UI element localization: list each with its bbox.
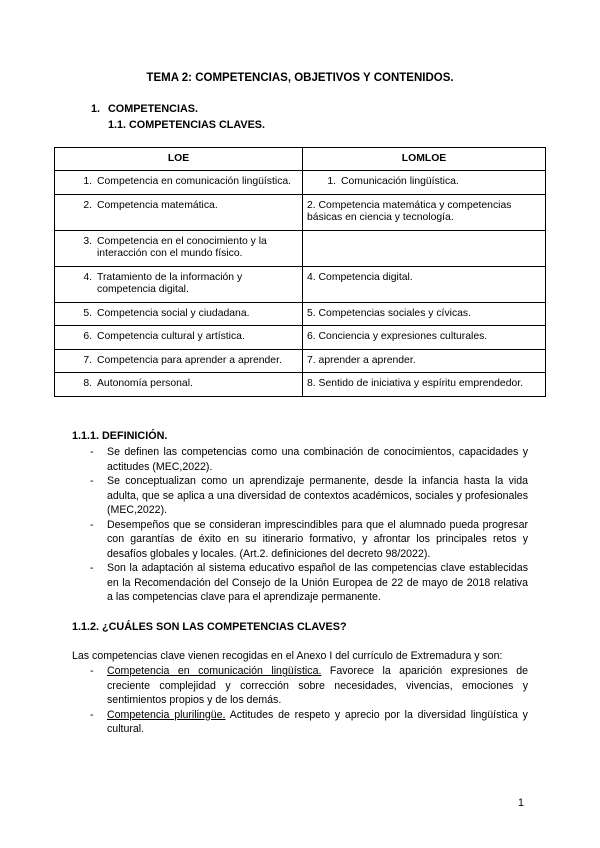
- table-cell: [55, 373, 303, 397]
- table-cell: 2. Competencia matemática y competencias básicas en ciencia y tecnología.: [303, 194, 546, 230]
- table-cell: [55, 171, 303, 195]
- item-number: 1.: [327, 176, 336, 187]
- table-cell: [303, 171, 546, 195]
- bullet-dash: -: [90, 518, 94, 531]
- competence-term: Competencia en comunicación lingüística.: [107, 665, 322, 677]
- table-cell: [55, 302, 303, 326]
- list-item: [72, 518, 528, 562]
- list-item-text: Se conceptualizan como un aprendizaje permanente, desde la infancia hasta la vida adulta, que se aplica a una diversidad de contextos académicos, sociales y profesionales (MEC,2022).: [107, 475, 528, 516]
- cell-text: Comunicación lingüística.: [341, 176, 459, 187]
- item-number: 3.: [83, 235, 92, 247]
- list-item-text: Son la adaptación al sistema educativo español de las competencias clave establecidas en la Recomendación del Consejo de la Unión Europea de 22 de mayo de 2018 relativa a las competencias clave para el aprendizaje permanente.: [107, 562, 528, 603]
- list-item-text: [107, 708, 528, 737]
- bullet-dash: -: [90, 665, 94, 677]
- column-header-loe: LOE: [55, 148, 303, 171]
- item-number: 5.: [83, 307, 92, 319]
- section-heading: [91, 103, 198, 115]
- list-item-text: [107, 664, 528, 708]
- section-number: 1.: [91, 103, 101, 115]
- cell-text: Competencia en comunicación lingüística.: [97, 176, 292, 187]
- bullet-dash: -: [90, 562, 94, 574]
- bullet-dash: -: [90, 475, 94, 487]
- definicion-list: [72, 445, 528, 605]
- page-title: TEMA 2: COMPETENCIAS, OBJETIVOS Y CONTENIDOS.: [146, 72, 454, 84]
- cell-text: Competencia para aprender a aprender.: [97, 354, 282, 366]
- list-item-text: Desempeños que se consideran imprescindibles para que el alumnado pueda progresar con garantías de éxito en su itinerario formativo, y afrontar los principales retos y desafíos globales y locales. (Art.2. definiciones del decreto 98/2022).: [107, 518, 528, 560]
- cell-text: Competencia en el conocimiento y la interacción con el mundo físico.: [97, 235, 267, 259]
- competence-description: Favorece la aparición expresiones de creciente complejidad y corrección sobre necesidades, vivencias, emociones y sentimientos propios y de los demás.: [107, 665, 528, 706]
- item-number: 6.: [83, 331, 92, 342]
- bullet-dash: -: [90, 446, 94, 458]
- table-cell: [55, 349, 303, 373]
- cell-text: Competencia matemática.: [97, 199, 218, 211]
- table-row: [55, 326, 546, 350]
- definicion-heading: 1.1.1. DEFINICIÓN.: [72, 430, 168, 442]
- list-item: [72, 708, 528, 737]
- table-cell: [303, 230, 546, 266]
- table-cell: 7. aprender a aprender.: [303, 349, 546, 373]
- column-header-lomloe: LOMLOE: [303, 148, 546, 171]
- cuales-list: [72, 664, 528, 737]
- cell-text: Tratamiento de la información y competencia digital.: [97, 271, 243, 295]
- cell-text: Competencia cultural y artística.: [97, 331, 245, 342]
- table-row: [55, 230, 546, 266]
- item-number: 4.: [83, 271, 92, 283]
- list-item: [72, 445, 528, 474]
- list-item: [72, 664, 528, 708]
- table-cell: [55, 194, 303, 230]
- item-number: 2.: [83, 199, 92, 211]
- bullet-dash: -: [90, 708, 94, 721]
- competence-term: Competencia plurilingüe.: [107, 708, 226, 721]
- list-item-text: Se definen las competencias como una combinación de conocimientos, capacidades y actitudes (MEC,2022).: [107, 446, 528, 473]
- table-row: [55, 266, 546, 302]
- table-row: [55, 171, 546, 195]
- list-item: [72, 474, 528, 518]
- competence-description: Actitudes de respeto y aprecio por la diversidad lingüística y cultural.: [107, 708, 528, 735]
- table-row: [55, 349, 546, 373]
- table-cell: [55, 230, 303, 266]
- section-label: COMPETENCIAS.: [108, 103, 198, 115]
- subsection-heading: 1.1. COMPETENCIAS CLAVES.: [108, 119, 265, 131]
- item-number: 7.: [83, 354, 92, 366]
- competencias-table: [54, 147, 546, 397]
- table-row: [55, 194, 546, 230]
- cuales-heading: 1.1.2. ¿CUÁLES SON LAS COMPETENCIAS CLAVES?: [72, 621, 347, 633]
- table-cell: [55, 266, 303, 302]
- table-cell: 5. Competencias sociales y cívicas.: [303, 302, 546, 326]
- cell-text: Competencia social y ciudadana.: [97, 307, 250, 319]
- cell-text: Autonomía personal.: [97, 378, 193, 389]
- table-row: [55, 302, 546, 326]
- table-cell: [55, 326, 303, 350]
- table-cell: 8. Sentido de iniciativa y espíritu emprendedor.: [303, 373, 546, 397]
- item-number: 1.: [83, 176, 92, 187]
- table-row: [55, 373, 546, 397]
- table-cell: 4. Competencia digital.: [303, 266, 546, 302]
- table-header-row: [55, 148, 546, 171]
- cuales-intro: Las competencias clave vienen recogidas en el Anexo I del currículo de Extremadura y son:: [72, 650, 503, 662]
- list-item: [72, 561, 528, 605]
- page-number: 1: [518, 797, 524, 809]
- table-cell: 6. Conciencia y expresiones culturales.: [303, 326, 546, 350]
- item-number: 8.: [83, 378, 92, 389]
